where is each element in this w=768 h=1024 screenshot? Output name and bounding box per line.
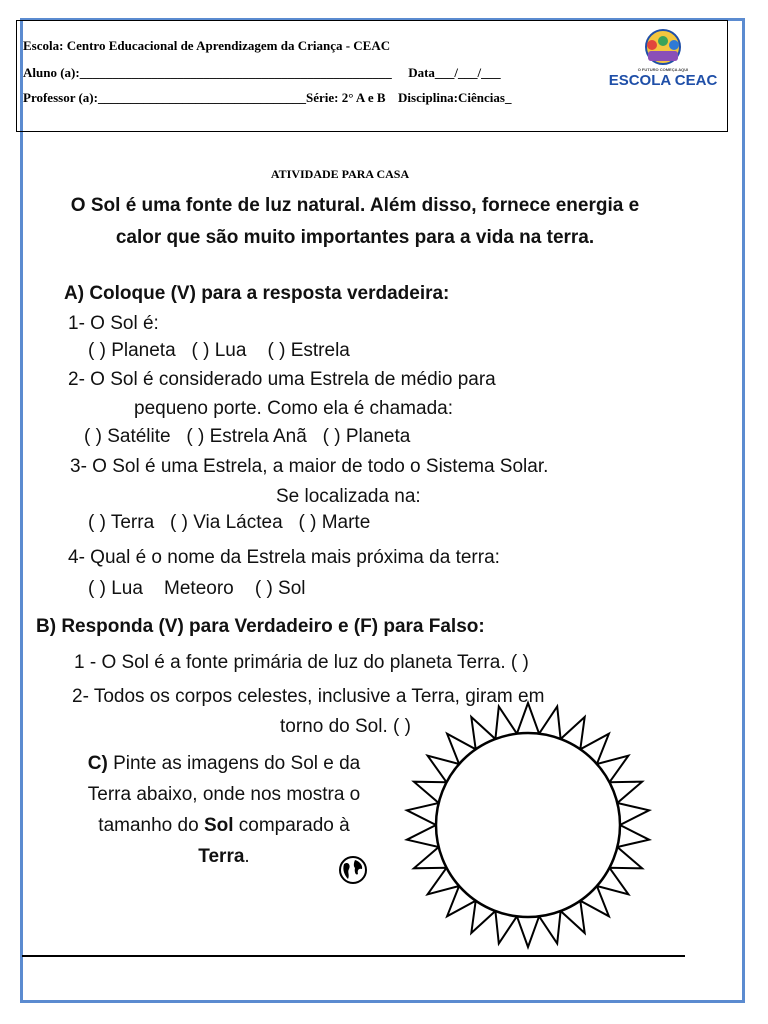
- bottom-rule: [22, 955, 685, 957]
- section-c-text: [44, 748, 404, 872]
- section-c-line2: Terra abaixo, onde nos mostra o: [87, 784, 361, 805]
- section-c-line4-terra: Terra: [198, 846, 245, 867]
- section-c-line4-dot: .: [244, 846, 250, 867]
- section-a-title: A) Coloque (V) para a resposta verdadeira:: [64, 283, 450, 304]
- question-1-options: ( ) Planeta ( ) Lua ( ) Estrela: [88, 340, 350, 361]
- student-field: Aluno (a):________________________________________________: [23, 65, 392, 80]
- earth-globe-icon: [338, 855, 368, 885]
- student-line: [23, 65, 501, 81]
- statement-2-line2: torno do Sol. ( ): [280, 716, 411, 737]
- question-2-options: ( ) Satélite ( ) Estrela Anã ( ) Planeta: [84, 426, 411, 447]
- question-3-options: ( ) Terra ( ) Via Láctea ( ) Marte: [88, 512, 371, 533]
- question-3-line2: Se localizada na:: [276, 486, 421, 507]
- question-2-line2: pequeno porte. Como ela é chamada:: [134, 398, 453, 419]
- logo-text: ESCOLA CEAC: [608, 72, 718, 89]
- question-4: 4- Qual é o nome da Estrela mais próxima da terra:: [68, 547, 500, 568]
- sun-disc: [436, 733, 620, 917]
- grade-field: Série: 2° A e B: [305, 90, 386, 105]
- question-4-options: ( ) Lua Meteoro ( ) Sol: [88, 578, 306, 599]
- question-1: 1- O Sol é:: [68, 313, 159, 334]
- statement-2-line1: 2- Todos os corpos celestes, inclusive a Terra, giram em: [72, 686, 545, 707]
- statement-1: 1 - O Sol é a fonte primária de luz do planeta Terra. ( ): [74, 652, 529, 673]
- sun-drawing-icon: [380, 700, 680, 950]
- section-c-line1: [44, 748, 404, 779]
- date-field: Data___/___/___: [408, 65, 501, 80]
- section-b-title: B) Responda (V) para Verdadeiro e (F) para Falso:: [36, 616, 485, 637]
- logo-graphic: [604, 27, 722, 75]
- subject-field: Disciplina:Ciências_: [398, 90, 512, 105]
- teacher-field: Professor (a):________________________________: [23, 90, 306, 105]
- logo-caption: O FUTURO COMEÇA AQUI: [637, 67, 689, 72]
- header-box: [16, 20, 728, 132]
- intro-text: O Sol é uma fonte de luz natural. Além disso, fornece energia e calor que são muito importantes para a vida na terra.: [70, 195, 640, 248]
- section-c-line1-text: Pinte as imagens do Sol e da: [113, 753, 361, 774]
- activity-title: ATIVIDADE PARA CASA: [270, 167, 410, 181]
- section-c-line3-c: comparado à: [233, 815, 350, 836]
- school-line: Escola: Centro Educacional de Aprendizagem da Criança - CEAC: [23, 38, 391, 53]
- school-logo-icon: [604, 27, 722, 97]
- section-c-line3-sol: Sol: [203, 815, 234, 836]
- section-c-label: C): [87, 753, 108, 774]
- question-2-line1: 2- O Sol é considerado uma Estrela de médio para: [68, 369, 496, 390]
- teacher-line: [23, 90, 511, 106]
- section-c-line3-a: tamanho do: [98, 815, 204, 836]
- section-c-line3: [44, 810, 404, 841]
- question-3-line1: 3- O Sol é uma Estrela, a maior de todo o Sistema Solar.: [70, 456, 549, 477]
